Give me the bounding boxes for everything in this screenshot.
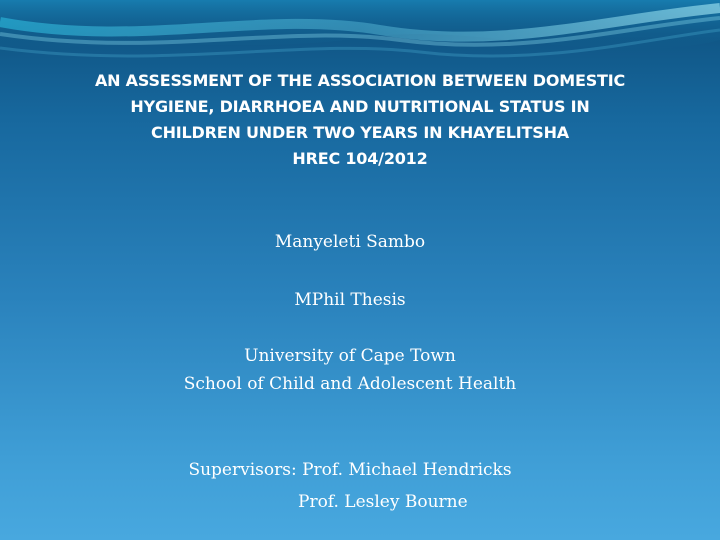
title-line-3: CHILDREN UNDER TWO YEARS IN KHAYELITSHA [151, 123, 569, 142]
degree-label: MPhil Thesis [294, 290, 406, 310]
school-name: School of Child and Adolescent Health [183, 374, 517, 394]
author-name: Manyeleti Sambo [274, 232, 426, 252]
supervisor-line-1: Supervisors: Prof. Michael Hendricks [188, 460, 512, 480]
title-line-2: HYGIENE, DIARRHOEA AND NUTRITIONAL STATUS IN [130, 97, 590, 116]
title-line-4: HREC 104/2012 [292, 149, 428, 168]
title-line-1: AN ASSESSMENT OF THE ASSOCIATION BETWEEN DOMESTIC [94, 71, 626, 90]
university-name: University of Cape Town [244, 346, 456, 366]
supervisor-line-2: Prof. Lesley Bourne [298, 492, 468, 512]
